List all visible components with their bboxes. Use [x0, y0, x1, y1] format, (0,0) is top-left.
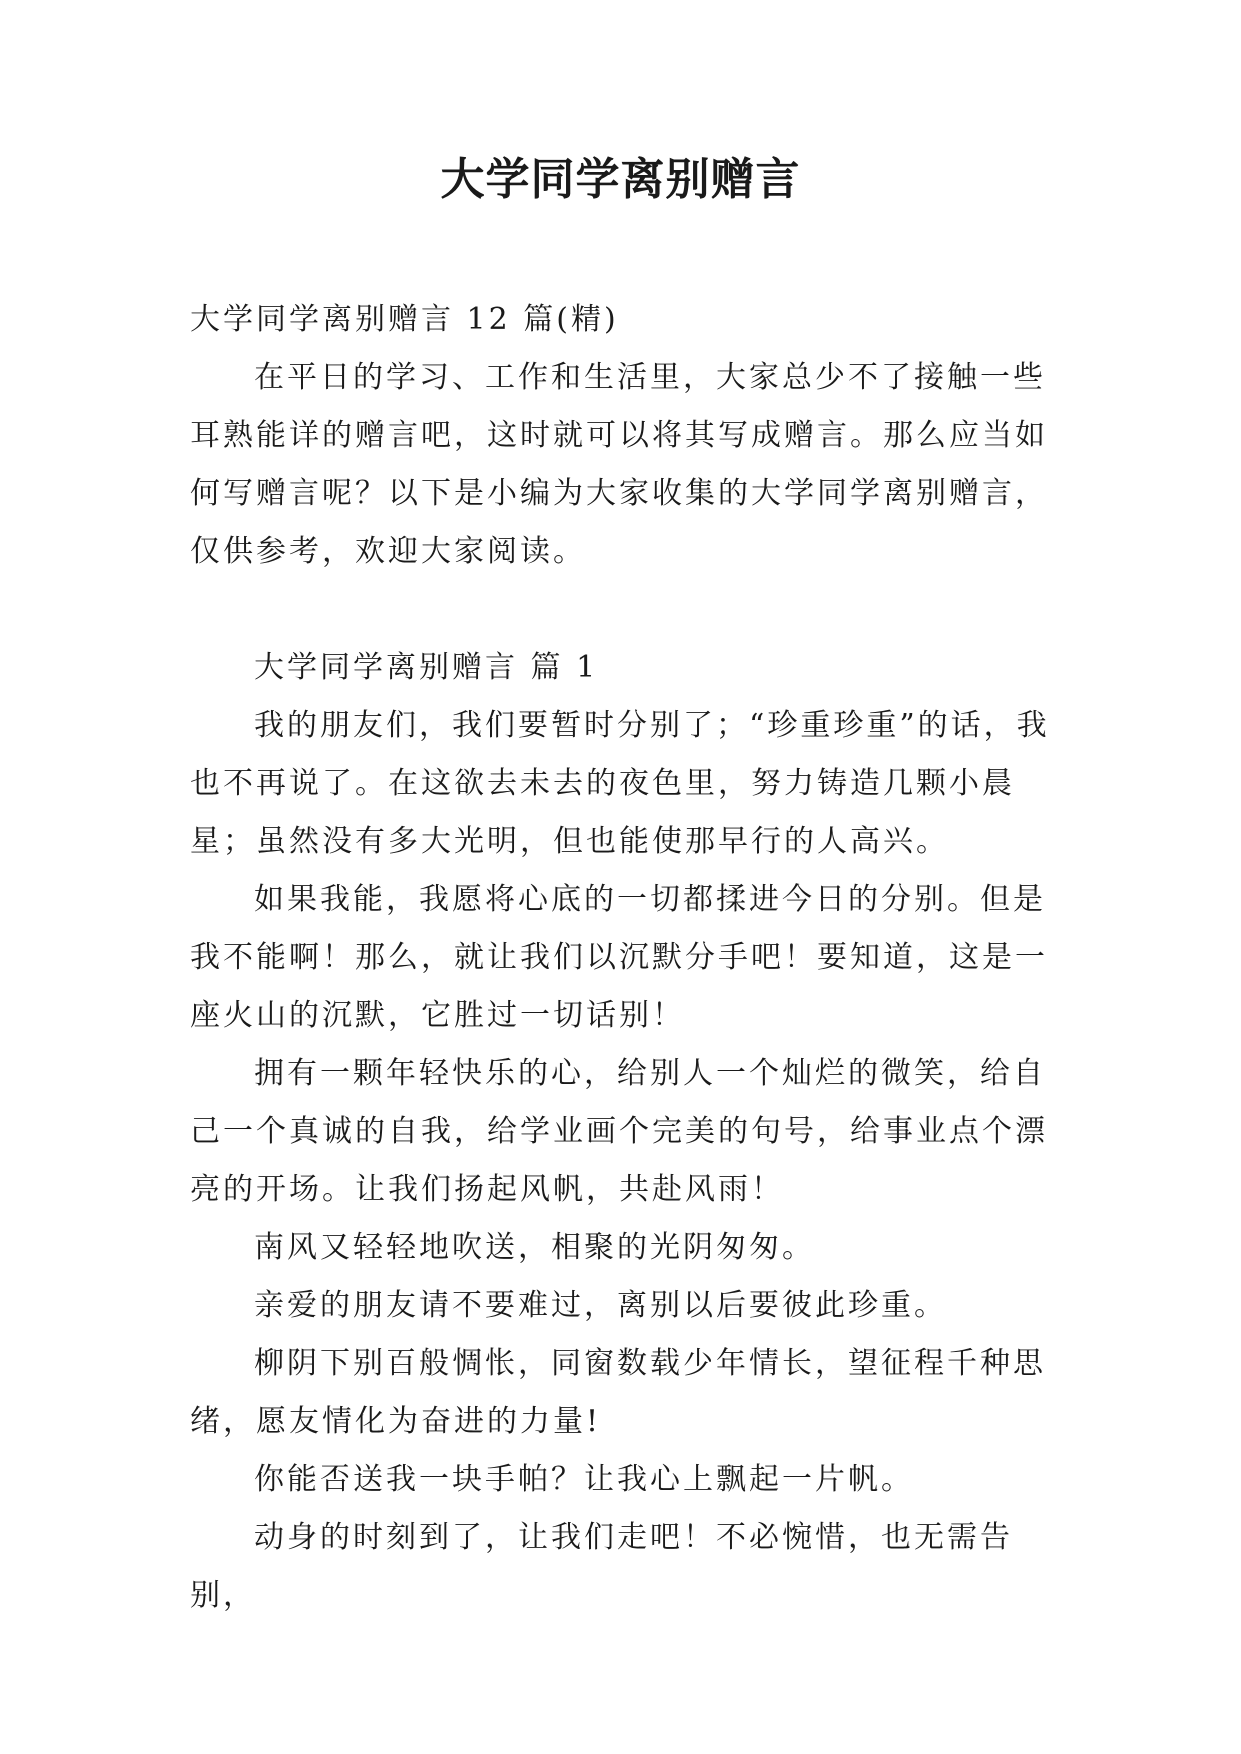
paragraph: 我的朋友们，我们要暂时分别了；“珍重珍重”的话，我也不再说了。在这欲去未去的夜色里，努力铸造几颗小晨星；虽然没有多大光明，但也能使那早行的人高兴。 — [190, 708, 1050, 859]
paragraph: 动身的时刻到了，让我们走吧！不必惋惜，也无需告别， — [190, 1520, 1013, 1613]
section-spacer — [190, 581, 1070, 639]
paragraph: 南风又轻轻地吹送，相聚的光阴匆匆。 — [254, 1230, 815, 1265]
document-title: 大学同学离别赠言 — [440, 154, 801, 205]
paragraph: 拥有一颗年轻快乐的心，给别人一个灿烂的微笑，给自己一个真诚的自我，给学业画个完美的句号，给事业点个漂亮的开场。让我们扬起风帆，共赴风雨！ — [190, 1056, 1048, 1207]
paragraph: 柳阴下别百般惆怅，同窗数载少年情长，望征程千种思绪，愿友情化为奋进的力量! — [190, 1346, 1046, 1439]
section-heading: 大学同学离别赠言 篇 1 — [254, 650, 599, 685]
intro-paragraph: 在平日的学习、工作和生活里，大家总少不了接触一些耳熟能详的赠言吧，这时就可以将其写成赠言。那么应当如何写赠言呢？以下是小编为大家收集的大学同学离别赠言，仅供参考，欢迎大家阅读。 — [190, 360, 1048, 569]
paragraph: 亲爱的朋友请不要难过，离别以后要彼此珍重。 — [254, 1288, 947, 1323]
paragraph: 你能否送我一块手帕？让我心上飘起一片帆。 — [254, 1462, 914, 1497]
document-subtitle: 大学同学离别赠言 12 篇(精) — [190, 302, 619, 337]
paragraph: 如果我能，我愿将心底的一切都揉进今日的分别。但是我不能啊！那么，就让我们以沉默分手吧！要知道，这是一座火山的沉默，它胜过一切话别！ — [190, 882, 1048, 1033]
document-body — [190, 291, 1070, 1625]
